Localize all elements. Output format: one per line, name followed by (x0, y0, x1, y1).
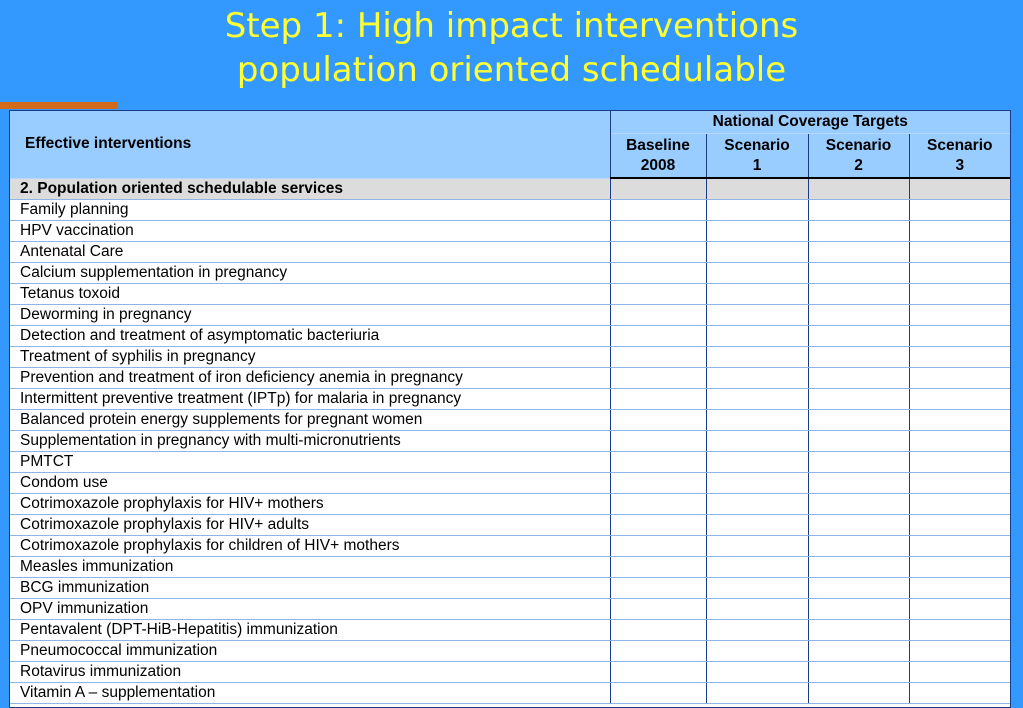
intervention-name: Detection and treatment of asymptomatic bacteriuria (10, 326, 610, 347)
table-cell[interactable] (706, 284, 808, 305)
intervention-name: Deworming in pregnancy (10, 305, 610, 326)
slide-title-line-2: population oriented schedulable (236, 50, 787, 90)
table-cell[interactable] (610, 410, 706, 431)
intervention-name: Rotavirus immunization (10, 662, 610, 683)
intervention-name: Calcium supplementation in pregnancy (10, 263, 610, 284)
table-cell[interactable] (808, 536, 909, 557)
intervention-name: Treatment of syphilis in pregnancy (10, 347, 610, 368)
table-cell[interactable] (706, 347, 808, 368)
table-row (10, 368, 1010, 389)
table-cell[interactable] (610, 347, 706, 368)
table-cell[interactable] (706, 494, 808, 515)
table-cell[interactable] (808, 242, 909, 263)
intervention-name: Family planning (10, 200, 610, 221)
table-cell[interactable] (909, 536, 1010, 557)
table-row (10, 641, 1010, 662)
table-cell[interactable] (808, 410, 909, 431)
table-cell[interactable] (808, 578, 909, 599)
intervention-name: Pentavalent (DPT-HiB-Hepatitis) immunization (10, 620, 610, 641)
table-cell[interactable] (909, 515, 1010, 536)
header-effective-interventions: Effective interventions (10, 111, 610, 178)
header-col-2-line-1: Scenario (724, 136, 790, 154)
table-cell[interactable] (909, 431, 1010, 452)
table-cell[interactable] (610, 263, 706, 284)
table-cell[interactable] (706, 473, 808, 494)
table-cell[interactable] (610, 221, 706, 242)
table-cell[interactable] (909, 200, 1010, 221)
table-cell[interactable] (706, 178, 808, 200)
table-row (10, 620, 1010, 641)
table-cell[interactable] (909, 178, 1010, 200)
table-row (10, 515, 1010, 536)
table-cell[interactable] (909, 641, 1010, 662)
intervention-name: Cotrimoxazole prophylaxis for children of HIV+ mothers (10, 536, 610, 557)
table-cell[interactable] (706, 305, 808, 326)
header-scenario-3 (909, 134, 1010, 179)
table-row (10, 284, 1010, 305)
table-cell[interactable] (909, 410, 1010, 431)
intervention-name: Condom use (10, 473, 610, 494)
header-col-1-line-2: 2008 (640, 156, 676, 174)
table-cell[interactable] (808, 221, 909, 242)
header-baseline-2008 (610, 134, 706, 179)
table-cell[interactable] (808, 620, 909, 641)
table-cell[interactable] (706, 515, 808, 536)
table-cell[interactable] (706, 200, 808, 221)
intervention-name: Balanced protein energy supplements for pregnant women (10, 410, 610, 431)
table-cell[interactable] (808, 515, 909, 536)
table-cell[interactable] (706, 683, 808, 704)
table-row (10, 242, 1010, 263)
interventions-table-body (10, 178, 1010, 704)
table-row (10, 431, 1010, 452)
table-cell[interactable] (808, 389, 909, 410)
table-cell[interactable] (610, 557, 706, 578)
table-cell[interactable] (706, 221, 808, 242)
intervention-name: Supplementation in pregnancy with multi-micronutrients (10, 431, 610, 452)
accent-bar (0, 102, 118, 109)
intervention-name: OPV immunization (10, 599, 610, 620)
intervention-name: Antenatal Care (10, 242, 610, 263)
table-row (10, 662, 1010, 683)
table-row (10, 347, 1010, 368)
table-cell[interactable] (909, 242, 1010, 263)
table-cell[interactable] (706, 389, 808, 410)
table-cell[interactable] (706, 662, 808, 683)
interventions-table-container (9, 110, 1011, 708)
table-row (10, 494, 1010, 515)
table-row (10, 305, 1010, 326)
table-row (10, 410, 1010, 431)
table-cell[interactable] (706, 557, 808, 578)
intervention-name: Tetanus toxoid (10, 284, 610, 305)
section-label: 2. Population oriented schedulable services (10, 178, 610, 200)
table-row (10, 221, 1010, 242)
table-cell[interactable] (808, 662, 909, 683)
intervention-name: Intermittent preventive treatment (IPTp) for malaria in pregnancy (10, 389, 610, 410)
table-row (10, 536, 1010, 557)
table-cell[interactable] (610, 599, 706, 620)
slide-title-line-1: Step 1: High impact interventions (224, 6, 799, 46)
table-cell[interactable] (610, 515, 706, 536)
table-cell[interactable] (808, 368, 909, 389)
table-cell[interactable] (808, 683, 909, 704)
table-cell[interactable] (706, 641, 808, 662)
header-scenario-2 (808, 134, 909, 179)
table-cell[interactable] (909, 263, 1010, 284)
table-cell[interactable] (909, 557, 1010, 578)
intervention-name: Cotrimoxazole prophylaxis for HIV+ mothers (10, 494, 610, 515)
header-scenario-1 (706, 134, 808, 179)
table-cell[interactable] (706, 452, 808, 473)
table-cell[interactable] (808, 431, 909, 452)
table-cell[interactable] (808, 305, 909, 326)
table-cell[interactable] (706, 368, 808, 389)
table-cell[interactable] (909, 452, 1010, 473)
intervention-name: Prevention and treatment of iron deficiency anemia in pregnancy (10, 368, 610, 389)
table-row (10, 326, 1010, 347)
header-col-4-line-1: Scenario (927, 136, 993, 154)
table-row (10, 200, 1010, 221)
table-cell[interactable] (610, 326, 706, 347)
table-cell[interactable] (808, 494, 909, 515)
table-cell[interactable] (909, 221, 1010, 242)
table-cell[interactable] (808, 452, 909, 473)
intervention-name: Measles immunization (10, 557, 610, 578)
table-cell[interactable] (808, 284, 909, 305)
table-cell[interactable] (610, 284, 706, 305)
table-cell[interactable] (808, 326, 909, 347)
table-cell[interactable] (706, 431, 808, 452)
table-cell[interactable] (909, 599, 1010, 620)
table-cell[interactable] (808, 263, 909, 284)
table-cell[interactable] (610, 200, 706, 221)
header-col-3-line-1: Scenario (825, 136, 892, 154)
intervention-name: BCG immunization (10, 578, 610, 599)
table-cell[interactable] (706, 536, 808, 557)
table-cell[interactable] (610, 431, 706, 452)
table-row (10, 599, 1010, 620)
table-cell[interactable] (610, 473, 706, 494)
table-cell[interactable] (909, 494, 1010, 515)
table-row (10, 557, 1010, 578)
slide-title (0, 4, 1023, 92)
header-col-1-line-1: Baseline (626, 136, 690, 154)
table-cell[interactable] (808, 178, 909, 200)
table-cell[interactable] (610, 683, 706, 704)
table-cell[interactable] (909, 326, 1010, 347)
table-cell[interactable] (808, 599, 909, 620)
table-row (10, 452, 1010, 473)
table-cell[interactable] (808, 641, 909, 662)
intervention-name: Cotrimoxazole prophylaxis for HIV+ adults (10, 515, 610, 536)
table-cell[interactable] (909, 368, 1010, 389)
table-cell[interactable] (610, 620, 706, 641)
header-col-3-line-2: 2 (854, 156, 863, 174)
intervention-name: HPV vaccination (10, 221, 610, 242)
table-cell[interactable] (909, 284, 1010, 305)
table-cell[interactable] (706, 578, 808, 599)
section-row (10, 178, 1010, 200)
table-cell[interactable] (706, 620, 808, 641)
table-cell[interactable] (610, 536, 706, 557)
table-row (10, 389, 1010, 410)
table-cell[interactable] (706, 263, 808, 284)
header-col-4-line-2: 3 (955, 156, 965, 174)
table-cell[interactable] (909, 620, 1010, 641)
table-cell[interactable] (610, 305, 706, 326)
table-cell[interactable] (909, 389, 1010, 410)
table-cell[interactable] (610, 578, 706, 599)
header-national-coverage-targets: National Coverage Targets (610, 111, 1010, 134)
table-cell[interactable] (909, 662, 1010, 683)
intervention-name: Pneumococcal immunization (10, 641, 610, 662)
table-row (10, 473, 1010, 494)
table-cell[interactable] (610, 389, 706, 410)
table-cell[interactable] (706, 410, 808, 431)
table-cell[interactable] (610, 242, 706, 263)
table-cell[interactable] (706, 326, 808, 347)
table-row (10, 683, 1010, 704)
table-cell[interactable] (706, 599, 808, 620)
table-row (10, 263, 1010, 284)
interventions-table (10, 111, 1010, 704)
table-cell[interactable] (909, 473, 1010, 494)
header-col-2-line-2: 1 (752, 156, 762, 174)
table-cell[interactable] (909, 683, 1010, 704)
table-cell[interactable] (706, 242, 808, 263)
table-cell[interactable] (610, 452, 706, 473)
table-cell[interactable] (610, 662, 706, 683)
table-cell[interactable] (808, 200, 909, 221)
table-cell[interactable] (808, 557, 909, 578)
table-cell[interactable] (909, 347, 1010, 368)
intervention-name: Vitamin A – supplementation (10, 683, 610, 704)
table-cell[interactable] (808, 473, 909, 494)
intervention-name: PMTCT (10, 452, 610, 473)
table-cell[interactable] (610, 178, 706, 200)
table-row (10, 578, 1010, 599)
table-cell[interactable] (909, 305, 1010, 326)
table-cell[interactable] (610, 494, 706, 515)
table-cell[interactable] (610, 641, 706, 662)
table-cell[interactable] (610, 368, 706, 389)
table-cell[interactable] (909, 578, 1010, 599)
table-cell[interactable] (808, 347, 909, 368)
